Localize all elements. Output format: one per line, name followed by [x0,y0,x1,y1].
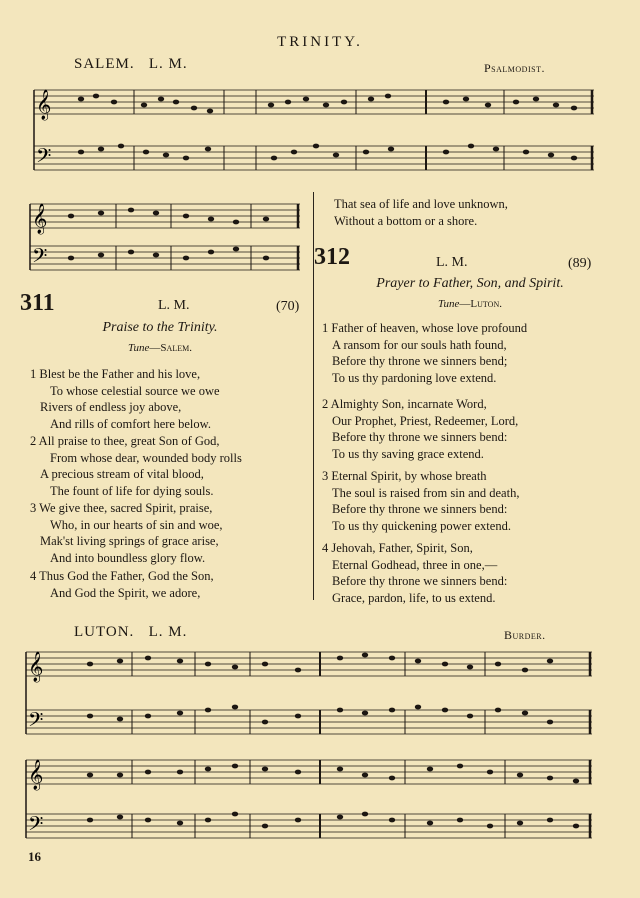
hymn-number-311: 311 [20,290,55,316]
hymn-tune-312: Tune—Luton. [438,298,502,310]
treble-clef-icon: 𝄞 [32,204,48,234]
hymn-meter-311: L. M. [158,298,190,313]
hymn-ref-312: (89) [568,256,592,271]
tune-title: SALEM. [74,56,135,72]
stanza-line: From whose dear, wounded body rolls [50,450,242,465]
tune-name-salem [74,56,188,73]
hymn-312-stanza-4 [322,540,507,606]
bass-clef-icon: 𝄢 [28,812,44,840]
treble-clef-icon: 𝄞 [28,760,44,790]
tune-label: Tune [438,298,460,310]
hymn-312-stanza-3 [322,468,519,534]
stanza-line: The fount of life for dying souls. [50,483,214,498]
stanza-line: To us thy quickening power extend. [332,518,511,533]
stanza-line: Eternal Godhead, three in one,— [332,557,498,572]
stanza-line: Without a bottom or a shore. [334,213,478,228]
tune-label: Tune [128,342,150,354]
stanza-line: 1 Blest be the Father and his love, [30,367,201,381]
hymn-title-311: Praise to the Trinity. [102,320,218,335]
stanza-line: To whose celestial source we owe [50,383,220,398]
hymn-311-stanza-4 [30,568,214,601]
tune-composer-salem: Psalmodist. [484,61,545,75]
music-score-luton-bottom [20,756,600,856]
tune-composer-luton: Burder. [504,628,546,642]
stanza-line: The soul is raised from sin and death, [332,485,520,500]
stanza-line: 3 Eternal Spirit, by whose breath [322,469,487,483]
notes [78,94,577,161]
stanza-line: Grace, pardon, life, to us extend. [332,590,496,605]
treble-staff [34,90,594,114]
hymn-meter-312: L. M. [436,255,468,270]
hymn-tune-311: Tune—Salem. [128,342,192,354]
stanza-line: To us thy pardoning love extend. [332,370,497,385]
hymn-311-stanza-2 [30,433,242,499]
hymn-311-stanza-3 [30,500,223,566]
stanza-line: Who, in our hearts of sin and woe, [50,517,223,532]
tune-meter: L. M. [148,56,188,72]
hymn-312-stanza-1 [322,320,527,386]
stanza-line: Before thy throne we sinners bend; [332,354,508,369]
stanza-line: 1 Father of heaven, whose love profound [322,321,528,335]
tune-title: LUTON. [74,624,135,640]
tune-name-luton [74,624,187,641]
stanza-line: Mak'st living springs of grace arise, [40,534,219,549]
stanza-line: A precious stream of vital blood, [40,467,204,482]
stanza-line: 4 Thus God the Father, God the Son, [30,569,214,583]
stanza-line: Our Prophet, Priest, Redeemer, Lord, [332,413,519,428]
stanza-line: 4 Jehovah, Father, Spirit, Son, [322,541,473,555]
hymn-title-312: Prayer to Father, Son, and Spirit. [376,276,564,291]
stanza-line: 2 All praise to thee, great Son of God, [30,434,220,448]
tune-ref-name: Luton. [470,298,502,310]
hymn-312-stanza-2 [322,396,518,462]
stanza-line: That sea of life and love unknown, [334,197,508,211]
hymn-311-stanza-1 [30,366,220,432]
stanza-line: Before thy throne we sinners bend: [332,574,508,589]
stanza-line: Before thy throne we sinners bend: [332,502,508,517]
stanza-line: And into boundless glory flow. [50,550,206,565]
stanza-line: Rivers of endless joy above, [40,400,182,415]
stanza-line: 3 We give thee, sacred Spirit, praise, [30,501,213,515]
music-score-salem-bottom [26,200,304,280]
bass-clef-icon: 𝄢 [32,244,48,272]
page-header: TRINITY. [277,34,363,50]
stanza-line: A ransom for our souls hath found, [332,337,507,352]
hymn-ref-311: (70) [276,299,300,314]
stanza-line: 2 Almighty Son, incarnate Word, [322,397,487,411]
stanza-line: And God the Spirit, we adore, [50,585,201,600]
bass-clef-icon: 𝄢 [36,144,52,172]
treble-clef-icon: 𝄞 [28,652,44,682]
stanza-line: And rills of comfort here below. [50,416,211,431]
music-score-luton-top [20,648,600,748]
bass-staff [34,146,594,170]
tune-ref-name: Salem. [160,342,192,354]
stanza-line: Before thy throne we sinners bend: [332,430,508,445]
treble-clef-icon: 𝄞 [36,90,52,120]
hymn-number-312: 312 [314,244,350,270]
tune-meter: L. M. [148,624,188,640]
page-number: 16 [28,849,41,864]
stanza-line: To us thy saving grace extend. [332,446,484,461]
music-score-salem-top [26,86,598,186]
bass-clef-icon: 𝄢 [28,708,44,736]
hymn-311-continuation [334,196,508,229]
